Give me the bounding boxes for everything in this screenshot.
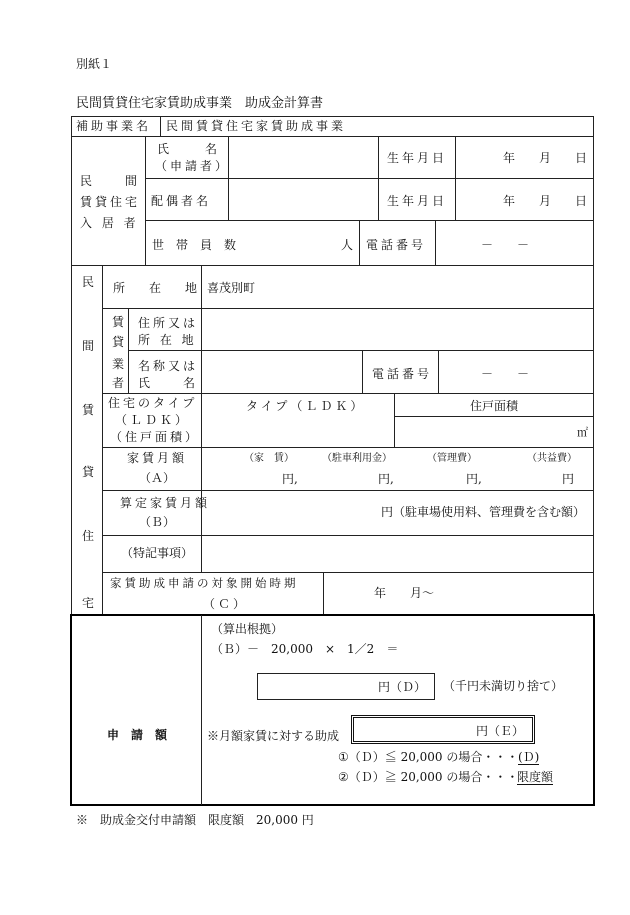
tenant-phone-label: 電話番号	[366, 238, 427, 252]
monthly-rent-sublabel: （Ａ）	[139, 471, 176, 485]
amount-d-box[interactable]	[257, 673, 435, 700]
landlord-name-label: 名称又は	[138, 359, 199, 373]
special-notes-label: （特記事項）	[121, 546, 194, 560]
household-count-unit: 人	[341, 238, 354, 252]
start-period-sublabel: （Ｃ）	[203, 597, 249, 611]
condition-2-result: 限度額	[517, 770, 554, 784]
amount-e-value: 円（Ｅ）	[475, 724, 524, 738]
start-period-label: 家賃助成申請の対象開始時期	[110, 576, 299, 590]
tenant-section-label-3: 入 居 者	[80, 216, 139, 230]
tenant-section-label-2: 賃貸住宅	[80, 195, 141, 209]
applicant-birth-label: 生年月日	[387, 151, 448, 165]
property-address-value[interactable]: 喜茂別町	[207, 281, 256, 295]
rent-unit-common: 円	[562, 472, 575, 486]
rent-unit-management: 円,	[466, 472, 482, 486]
amount-d-value: 円（Ｄ）	[377, 680, 426, 694]
condition-1-result: (Ｄ)	[518, 750, 540, 764]
calculation-basis-label: （算出根拠）	[211, 622, 284, 636]
amount-d-note: （千円未満切り捨て）	[443, 679, 564, 693]
household-count-label: 世 帯 員 数	[152, 238, 237, 252]
calculation-formula: （Ｂ）－ 20,000 × 1／2 ＝	[211, 642, 399, 656]
landlord-address-label: 住所又は	[138, 316, 199, 330]
housing-side-char: 間	[82, 339, 95, 353]
landlord-address-sublabel: 所 在 地	[138, 333, 197, 347]
housing-area-header: 住戸面積	[470, 399, 519, 413]
program-label: 補助事業名	[76, 119, 152, 133]
rent-column-common: （共益費）	[527, 453, 577, 464]
landlord-char: 業	[112, 357, 125, 371]
landlord-char: 者	[112, 376, 125, 390]
housing-type-header: タイプ（ＬＤＫ）	[246, 399, 366, 413]
landlord-char: 貸	[112, 335, 125, 349]
spouse-birth-label: 生年月日	[387, 194, 448, 208]
monthly-subsidy-label: ※月額家賃に対する助成	[207, 729, 340, 743]
start-period-value[interactable]: 年 月～	[374, 586, 435, 600]
footer-note: ※ 助成金交付申請額 限度額 20,000 円	[76, 813, 314, 827]
rent-column-management: （管理費）	[427, 453, 477, 464]
rent-column-rent: （家 賃）	[244, 453, 294, 464]
landlord-char: 賃	[112, 315, 125, 329]
applicant-name-sublabel: （申請者）	[155, 159, 231, 173]
property-address-label: 所 在 地	[113, 281, 198, 295]
application-amount-label: 申 請 額	[107, 728, 168, 742]
applicant-birth-value[interactable]: 年 月 日	[503, 151, 588, 165]
housing-area-sublabel: （住戸面積）	[110, 430, 201, 444]
housing-type-field[interactable]	[205, 418, 391, 444]
landlord-name-sublabel: 氏 名	[138, 376, 199, 390]
calculated-rent-value[interactable]: 円（駐車場使用料、管理費を含む額）	[381, 505, 586, 519]
rent-unit-rent: 円,	[282, 472, 298, 486]
housing-type-sublabel: （ＬＤＫ）	[115, 413, 191, 427]
calculated-rent-label: 算定家賃月額	[120, 496, 211, 510]
landlord-address-field[interactable]	[205, 311, 591, 348]
annex-label: 別紙１	[76, 57, 113, 71]
program-value: 民間賃貸住宅家賃助成事業	[166, 119, 347, 133]
rent-unit-parking: 円,	[378, 472, 394, 486]
housing-area-unit: ㎡	[577, 426, 588, 439]
landlord-phone-value[interactable]: － －	[481, 367, 530, 381]
housing-side-char: 住	[82, 529, 95, 543]
tenant-section-label-1: 民 間	[80, 174, 141, 188]
spouse-name-field[interactable]	[232, 182, 376, 218]
amount-e-box[interactable]	[351, 715, 535, 744]
applicant-name-label: 氏 名	[157, 142, 218, 156]
housing-type-label: 住宅のタイプ	[108, 396, 198, 410]
tenant-phone-value[interactable]: － －	[481, 238, 530, 252]
condition-1: ①（Ｄ）≦ 20,000 の場合・・・	[338, 750, 519, 764]
special-notes-field[interactable]	[205, 538, 591, 569]
applicant-name-field[interactable]	[232, 140, 376, 176]
page-title: 民間賃貸住宅家賃助成事業 助成金計算書	[76, 96, 324, 111]
housing-side-char: 賃	[82, 403, 95, 417]
landlord-phone-label: 電話番号	[372, 367, 433, 381]
rent-column-parking: （駐車利用金）	[322, 453, 392, 464]
housing-side-char: 宅	[82, 596, 95, 610]
calculated-rent-sublabel: （Ｂ）	[139, 515, 176, 529]
housing-side-char: 貸	[82, 465, 95, 479]
landlord-name-field[interactable]	[205, 353, 359, 390]
monthly-rent-label: 家賃月額	[127, 451, 188, 465]
spouse-name-label: 配偶者名	[151, 194, 212, 208]
housing-side-char: 民	[82, 275, 95, 289]
spouse-birth-value[interactable]: 年 月 日	[503, 194, 588, 208]
condition-2: ②（Ｄ）≧ 20,000 の場合・・・	[338, 770, 519, 784]
